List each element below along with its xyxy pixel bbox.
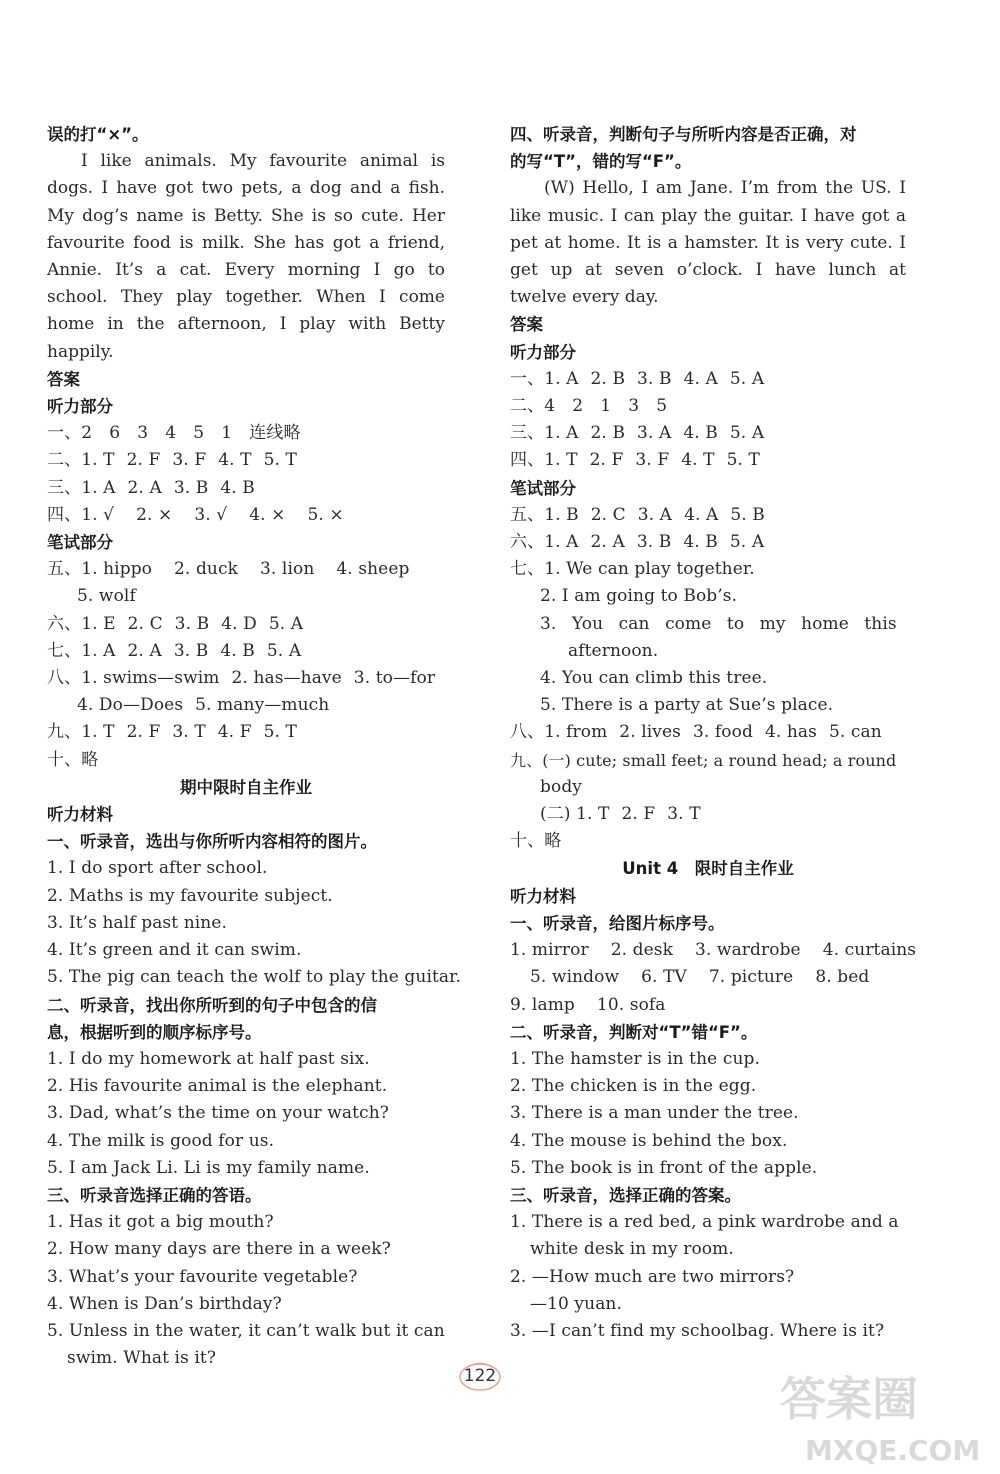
answer-line: body <box>540 776 583 797</box>
page-number: 122 <box>458 1360 502 1392</box>
material-line: 1. mirror 2. desk 3. wardrobe 4. curtains <box>510 940 917 961</box>
answer-line: afternoon. <box>568 640 659 661</box>
material-line: 4. The mouse is behind the box. <box>510 1130 788 1151</box>
answers-heading: 答案 <box>510 315 543 335</box>
material-line: 4. It’s green and it can swim. <box>47 940 302 961</box>
material-line: 2. —How much are two mirrors? <box>510 1266 795 1287</box>
answer-line: 三、1. A 2. A 3. B 4. B <box>47 477 255 498</box>
material-line: 2. The chicken is in the egg. <box>510 1076 757 1097</box>
material-line: 2. Maths is my favourite subject. <box>47 885 333 906</box>
material-line: 1. There is a red bed, a pink wardrobe and a <box>510 1212 899 1233</box>
answer-line: 4. Do—Does 5. many—much <box>77 695 330 716</box>
material-line: 1. I do sport after school. <box>47 858 268 879</box>
answer-line: 九、1. T 2. F 3. T 4. F 5. T <box>47 722 297 743</box>
question-heading: 一、听录音，给图片标序号。 <box>510 913 725 933</box>
text-line: 误的打“×”。 <box>47 125 149 144</box>
answer-line: 2. I am going to Bob’s. <box>540 586 738 607</box>
midterm-section-title: 期中限时自主作业 <box>180 777 312 797</box>
material-line: 4. When is Dan’s birthday? <box>47 1293 282 1314</box>
answer-line: 七、1. A 2. A 3. B 4. B 5. A <box>47 640 302 661</box>
material-line: 5. Unless in the water, it can’t walk but it can <box>47 1320 445 1341</box>
material-line: 3. There is a man under the tree. <box>510 1103 799 1124</box>
material-line: 2. How many days are there in a week? <box>47 1239 391 1260</box>
right-column <box>510 121 917 1345</box>
question-heading: 四、听录音，判断句子与所听内容是否正确，对 <box>510 125 857 144</box>
passage-paragraph: I like animals. My favourite animal is dogs. I have got two pets, a dog and a fish. My dog’s name is Betty. She is so cute. Her favourite food is milk. She has got a friend, Annie. It’s a cat. Every morning I go to school. They play together. When I come home in the afternoon, I play with Betty happily. <box>47 151 445 362</box>
answer-line: 二、1. T 2. F 3. F 4. T 5. T <box>47 450 297 471</box>
material-line: 5. The book is in front of the apple. <box>510 1157 818 1178</box>
question-heading: 一、听录音，选出与你所听内容相符的图片。 <box>47 832 377 852</box>
question-heading: 息，根据听到的顺序标序号。 <box>47 1022 262 1042</box>
answer-line: 一、2 6 3 4 5 1 连线略 <box>47 423 301 444</box>
material-heading: 听力材料 <box>47 805 113 825</box>
answer-line: 八、1. swims—swim 2. has—have 3. to—for <box>47 668 436 689</box>
material-line: 1. I do my homework at half past six. <box>47 1048 370 1069</box>
left-column <box>47 121 462 1372</box>
writing-heading: 笔试部分 <box>510 478 576 498</box>
material-line: 4. The milk is good for us. <box>47 1130 275 1151</box>
material-line: 1. The hamster is in the cup. <box>510 1048 760 1069</box>
material-heading: 听力材料 <box>510 886 576 906</box>
answer-line: 四、1. √ 2. × 3. √ 4. × 5. × <box>47 504 344 525</box>
question-heading: 二、听录音，找出你所听到的句子中包含的信 <box>47 995 377 1015</box>
answer-line: 九、(一) cute; small feet; a round head; a round <box>510 750 897 770</box>
question-heading: 三、听录音，选择正确的答案。 <box>510 1185 741 1205</box>
question-heading: 三、听录音选择正确的答语。 <box>47 1185 262 1205</box>
material-line: white desk in my room. <box>530 1239 734 1260</box>
material-line: 5. The pig can teach the wolf to play the guitar. <box>47 967 462 988</box>
answer-line: 二、4 2 1 3 5 <box>510 396 668 417</box>
answer-line: 六、1. A 2. A 3. B 4. B 5. A <box>510 532 765 553</box>
answer-line: 5. There is a party at Sue’s place. <box>540 695 834 716</box>
answer-line: 五、1. B 2. C 3. A 4. A 5. B <box>510 504 765 525</box>
answer-line: 七、1. We can play together. <box>510 559 755 580</box>
material-line: 2. His favourite animal is the elephant. <box>47 1076 388 1097</box>
material-line: 3. It’s half past nine. <box>47 912 227 933</box>
question-heading: 二、听录音，判断对“T”错“F”。 <box>510 1022 758 1042</box>
answer-line: (二) 1. T 2. F 3. T <box>540 804 701 825</box>
passage-paragraph: (W) Hello, I am Jane. I’m from the US. I like music. I can play the guitar. I have got a pet at home. It is a hamster. It is very cute. I get up at seven o’clock. I have lunch at twelve every day. <box>510 178 906 308</box>
watermark-cn-text: 答案圈 <box>780 1372 918 1426</box>
watermark-text: MXQE.COM <box>805 1434 981 1467</box>
answer-line: 十、略 <box>47 749 99 770</box>
unit4-section-title: Unit 4 限时自主作业 <box>622 859 794 879</box>
question-heading: 的写“T”，错的写“F”。 <box>510 152 692 172</box>
material-line: 3. Dad, what’s the time on your watch? <box>47 1103 389 1124</box>
answer-line: 八、1. from 2. lives 3. food 4. has 5. can <box>510 722 882 743</box>
answer-line: 五、1. hippo 2. duck 3. lion 4. sheep <box>47 559 410 580</box>
material-line: 3. What’s your favourite vegetable? <box>47 1266 358 1287</box>
watermark-logo <box>760 1360 1000 1470</box>
answer-line: 5. wolf <box>77 586 136 607</box>
material-line: 5. window 6. TV 7. picture 8. bed <box>530 967 870 988</box>
material-line: —10 yuan. <box>530 1293 622 1314</box>
material-line: 9. lamp 10. sofa <box>510 994 666 1015</box>
answer-line: 一、1. A 2. B 3. B 4. A 5. A <box>510 368 765 389</box>
answer-line: 4. You can climb this tree. <box>540 668 768 689</box>
writing-heading: 笔试部分 <box>47 533 113 553</box>
listening-heading: 听力部分 <box>47 397 113 417</box>
listening-heading: 听力部分 <box>510 342 576 362</box>
answer-line: 十、略 <box>510 831 562 852</box>
answer-line: 六、1. E 2. C 3. B 4. D 5. A <box>47 613 304 634</box>
answer-line: 3. You can come to my home this <box>540 613 897 634</box>
material-line: swim. What is it? <box>67 1348 217 1369</box>
answer-line: 三、1. A 2. B 3. A 4. B 5. A <box>510 423 765 444</box>
answers-heading: 答案 <box>47 369 80 389</box>
material-line: 5. I am Jack Li. Li is my family name. <box>47 1157 370 1178</box>
material-line: 3. —I can’t find my schoolbag. Where is it? <box>510 1320 885 1341</box>
material-line: 1. Has it got a big mouth? <box>47 1212 274 1233</box>
answer-line: 四、1. T 2. F 3. F 4. T 5. T <box>510 450 760 471</box>
